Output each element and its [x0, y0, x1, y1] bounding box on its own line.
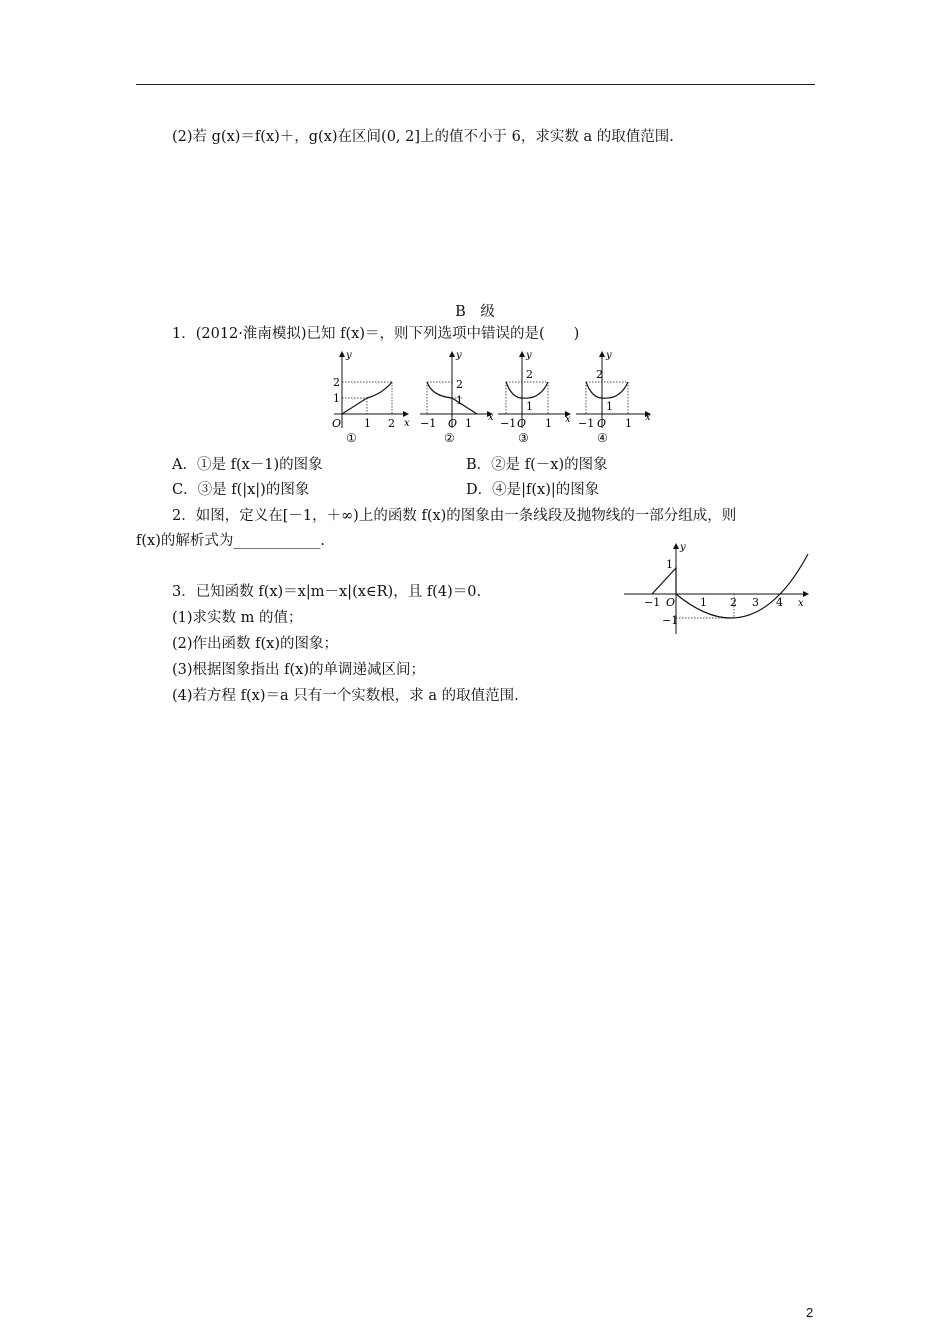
figure-4 — [576, 350, 651, 445]
option-b: B．②是 f(－x)的图象 — [466, 457, 608, 473]
figure-1 — [332, 350, 410, 445]
graph-axis-y: y — [680, 542, 686, 553]
figure-4-tick-x-1: 1 — [625, 417, 632, 430]
problem2-line1: 2．如图，定义在[－1，＋∞)上的函数 f(x)的图象由一条线段及抛物线的一部分组成，则 — [172, 508, 737, 524]
graph-tick-x-3: 3 — [752, 596, 759, 609]
figure-2-label: ② — [444, 431, 455, 445]
figure-2 — [420, 350, 494, 445]
figure-1-tick-y-2: 2 — [333, 376, 340, 389]
figure-3-tick-y-1: 1 — [526, 400, 533, 413]
figure-1-label: ① — [346, 431, 357, 445]
figure-2-axis-x: x — [488, 412, 494, 423]
graph-tick-x-4: 4 — [776, 596, 783, 609]
problem1-figures — [320, 348, 660, 448]
figure-4-axis-y: y — [606, 350, 612, 361]
figure-2-tick-y-1: 1 — [456, 394, 463, 407]
option-c: C．③是 f(|x|)的图象 — [172, 482, 310, 498]
figure-2-tick-y-2: 2 — [456, 378, 463, 391]
figure-1-axis-y: y — [346, 350, 352, 361]
figure-3 — [498, 350, 571, 445]
problem3-part4: (4)若方程 f(x)＝a 只有一个实数根，求 a 的取值范围. — [172, 688, 519, 704]
figure-1-tick-y-1: 1 — [333, 392, 340, 405]
figure-4-tick-y-1: 1 — [606, 400, 613, 413]
figure-2-axis-y: y — [456, 350, 462, 361]
graph-tick-x-neg1: −1 — [644, 596, 661, 609]
option-d: D．④是|f(x)|的图象 — [466, 482, 600, 498]
figure-3-tick-y-2: 2 — [526, 368, 533, 381]
problem1-stem: 1．(2012·淮南模拟)已知 f(x)＝，则下列选项中错误的是( ) — [172, 326, 580, 342]
problem3-part1: (1)求实数 m 的值； — [172, 610, 303, 626]
figure-1-tick-x-o: O — [332, 417, 342, 430]
figure-1-axis-x: x — [404, 418, 410, 429]
problem3-stem: 3．已知函数 f(x)＝x|m－x|(x∈R)，且 f(4)＝0. — [172, 584, 482, 600]
figure-2-tick-x-1: 1 — [465, 417, 472, 430]
figure-4-tick-x-neg1: −1 — [578, 417, 595, 430]
figure-4-label: ④ — [597, 431, 608, 445]
problem2-graph — [622, 540, 814, 640]
figure-1-tick-x-2: 2 — [388, 417, 395, 430]
figure-2-tick-x-neg1: −1 — [420, 417, 437, 430]
page-number: 2 — [806, 1305, 814, 1320]
figure-3-label: ③ — [518, 431, 529, 445]
figure-4-tick-y-2: 2 — [596, 368, 603, 381]
graph-axis-x: x — [798, 598, 804, 609]
problem2-line2: f(x)的解析式为____________. — [136, 533, 325, 549]
problem3-part2: (2)作出函数 f(x)的图象； — [172, 636, 339, 652]
graph-tick-x-1: 1 — [700, 596, 707, 609]
figure-2-tick-x-o: O — [448, 417, 458, 430]
graph-tick-y-neg1: −1 — [662, 614, 679, 627]
figure-1-tick-x-1: 1 — [364, 417, 371, 430]
graph-tick-x-o: O — [666, 596, 676, 609]
figure-4-axis-x: x — [645, 412, 651, 423]
option-a: A．①是 f(x－1)的图象 — [172, 457, 323, 473]
figure-3-axis-y: y — [526, 350, 532, 361]
problem3-part3: (3)根据图象指出 f(x)的单调递减区间； — [172, 662, 426, 678]
section-title: B 级 — [455, 304, 495, 320]
figure-3-tick-x-neg1: −1 — [500, 417, 517, 430]
figure-3-tick-x-1: 1 — [545, 417, 552, 430]
figure-4-tick-x-o: O — [597, 417, 607, 430]
graph-tick-x-2: 2 — [730, 596, 737, 609]
graph-tick-y-1: 1 — [666, 558, 673, 571]
q2-part-text: (2)若 g(x)＝f(x)＋，g(x)在区间(0, 2]上的值不小于 6，求实数 a 的取值范围. — [172, 129, 674, 145]
figure-3-axis-x: x — [565, 414, 571, 425]
header-rule — [136, 84, 815, 85]
figure-3-tick-x-o: O — [517, 417, 527, 430]
